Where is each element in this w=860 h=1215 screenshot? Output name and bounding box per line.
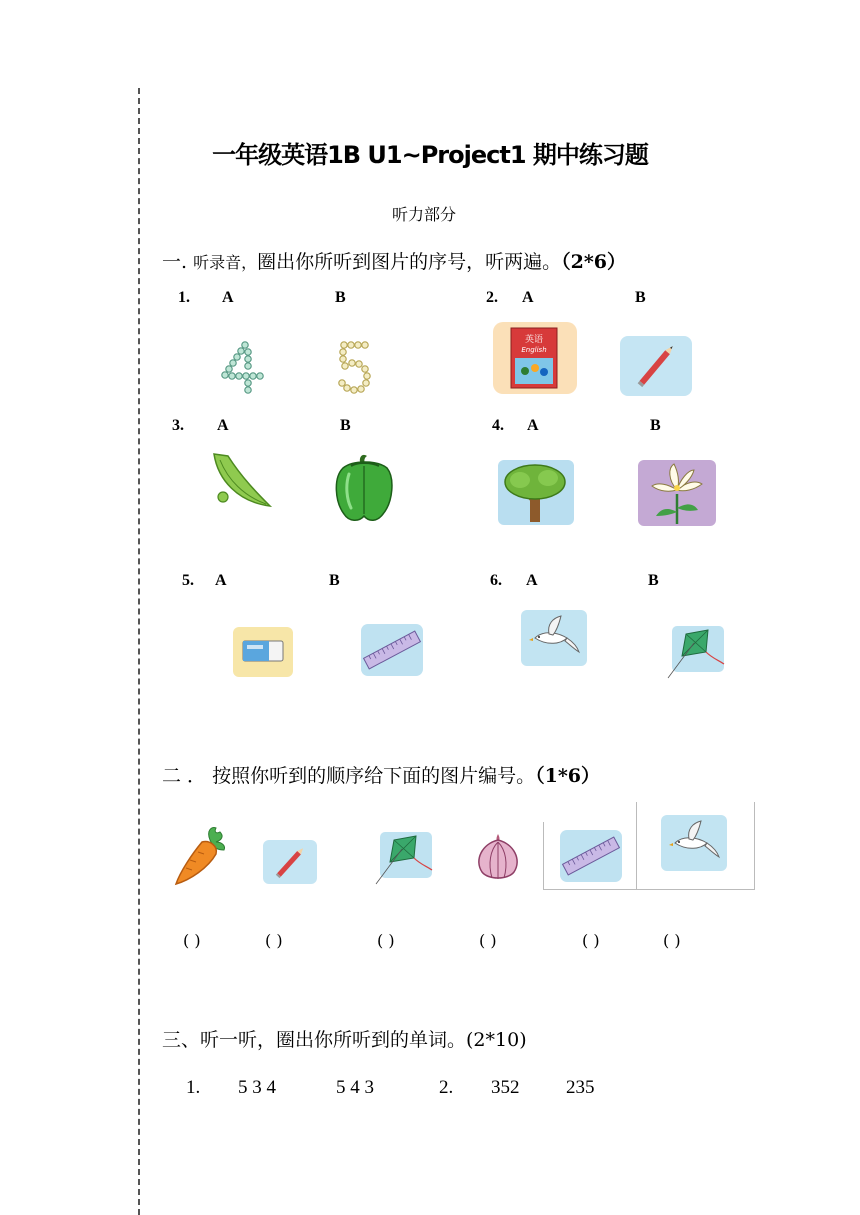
- option-b-label[interactable]: B: [340, 417, 351, 434]
- option-b-label[interactable]: B: [650, 417, 661, 434]
- onion-icon: [474, 832, 522, 882]
- part1-heading: [162, 247, 626, 274]
- carrot-icon: [172, 824, 230, 886]
- english-book-icon: [493, 322, 577, 394]
- word-option[interactable]: 352: [491, 1077, 520, 1098]
- part3-heading-text: 三、听一听，圈出你所听到的单词。: [162, 1029, 467, 1051]
- part3-score: (2*10): [466, 1029, 527, 1051]
- item-number: 2.: [439, 1077, 454, 1098]
- pea-pod-icon: [208, 450, 274, 510]
- answer-blank[interactable]: ( ): [183, 931, 201, 950]
- item-number: 4.: [492, 417, 504, 434]
- section-subtitle: 听力部分: [392, 205, 457, 224]
- page-title: 一年级英语1B U1~Project1 期中练习题: [212, 141, 648, 169]
- rubber-icon: [233, 627, 293, 677]
- option-a-label[interactable]: A: [215, 572, 227, 589]
- answer-blank[interactable]: ( ): [582, 931, 600, 950]
- item-number: 5.: [182, 572, 194, 589]
- part3-heading: [162, 1025, 527, 1052]
- pencil-icon: [620, 336, 692, 396]
- part2-score: （1*6）: [535, 765, 600, 787]
- answer-blank[interactable]: ( ): [663, 931, 681, 950]
- tree-icon: [498, 460, 574, 525]
- part1-heading-rest: 圈出你所听到图片的序号，听两遍。: [257, 251, 562, 273]
- flower-icon: [638, 460, 716, 526]
- item-number: 3.: [172, 417, 184, 434]
- kite-icon: [668, 626, 728, 680]
- answer-blank[interactable]: ( ): [479, 931, 497, 950]
- kite-icon: [376, 832, 436, 886]
- word-option[interactable]: 235: [566, 1077, 595, 1098]
- item-number: 1.: [178, 289, 190, 306]
- option-b-label[interactable]: B: [335, 289, 346, 306]
- word-option[interactable]: 5 3 4: [238, 1077, 276, 1098]
- book-subtitle-text: English: [521, 346, 547, 354]
- binding-cut-line: [138, 88, 140, 1215]
- bird-icon: [521, 610, 587, 666]
- ruler-icon: [361, 624, 423, 676]
- option-a-label[interactable]: A: [217, 417, 229, 434]
- ruler-icon: [560, 830, 622, 882]
- option-a-label[interactable]: A: [527, 417, 539, 434]
- option-b-label[interactable]: B: [329, 572, 340, 589]
- option-a-label[interactable]: A: [222, 289, 234, 306]
- part1-score: （2*6）: [561, 251, 627, 273]
- option-a-label[interactable]: A: [526, 572, 538, 589]
- item-number: 6.: [490, 572, 502, 589]
- answer-blank[interactable]: ( ): [377, 931, 395, 950]
- item-number: 1.: [186, 1077, 201, 1098]
- answer-blank[interactable]: ( ): [265, 931, 283, 950]
- option-b-label[interactable]: B: [635, 289, 646, 306]
- bird-icon: [661, 815, 727, 871]
- option-a-label[interactable]: A: [522, 289, 534, 306]
- number-four-icon: [215, 340, 270, 395]
- word-option[interactable]: 5 4 3: [336, 1077, 374, 1098]
- number-five-icon: [335, 340, 375, 395]
- book-title-text: 英语: [524, 335, 544, 345]
- green-pepper-icon: [333, 452, 395, 524]
- part2-heading-text: 二 ． 按照你听到的顺序给下面的图片编号。: [162, 765, 536, 787]
- part1-heading-small: 听录音，: [193, 253, 258, 272]
- part1-heading-prefix: 一.: [162, 251, 188, 273]
- option-b-label[interactable]: B: [648, 572, 659, 589]
- part2-heading: [162, 761, 600, 788]
- item-number: 2.: [486, 289, 498, 306]
- pencil-icon: [263, 840, 317, 884]
